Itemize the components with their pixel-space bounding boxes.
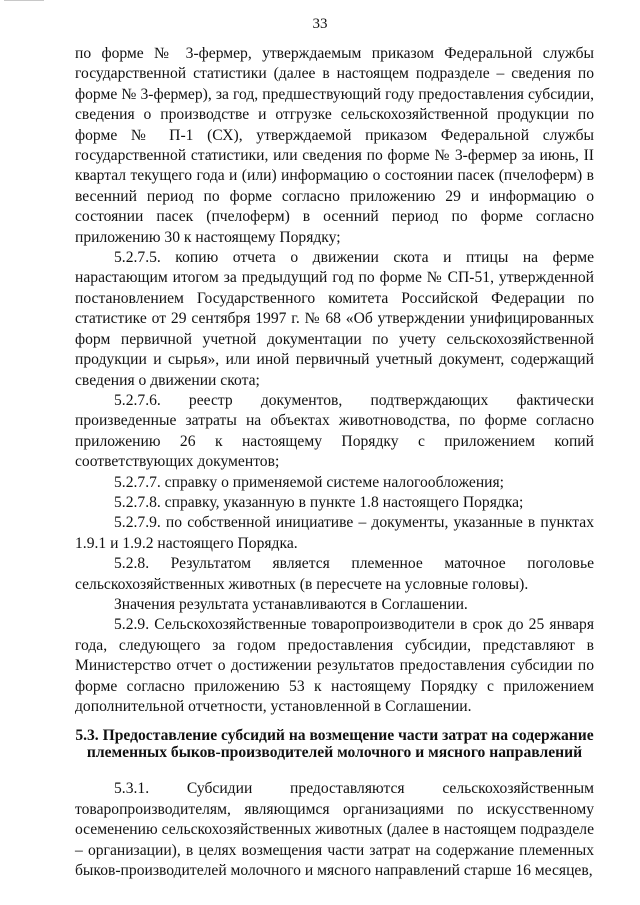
paragraph-5-2-7-8: 5.2.7.8. справку, указанную в пункте 1.8 настоящего Порядка; — [114, 493, 524, 511]
paragraph-5-2-7-7: 5.2.7.7. справку о применяемой системе налогообложения; — [114, 473, 505, 491]
scan-edge-mark — [4, 0, 44, 7]
document-body — [75, 44, 594, 881]
page-number: 33 — [312, 16, 328, 32]
paragraph-5-2-7-6: 5.2.7.6. реестр документов, подтверждающих фактически произведенные затраты на объектах животноводства, по форме согласно приложению 26 к настоящему Порядку с приложением копий соответствующих документов; — [75, 391, 594, 471]
section-heading-5-3: 5.3. Предоставление субсидий на возмещение части затрат на содержание племенных быков-производителей молочного и мясного направлений — [75, 727, 594, 762]
paragraph-5-2-8: 5.2.8. Результатом является племенное маточное поголовье сельскохозяйственных животных (в пересчете на условные головы). — [75, 555, 594, 593]
paragraph-continuation: по форме № 3-фермер, утверждаемым приказом Федеральной службы государственной статистики (далее в настоящем подразделе – сведения по форме № 3-фермер), за год, предшествующий году предоставления субсидии, сведения о производстве и отгрузке сельскохозяйственной продукции по форме № П-1 (СХ), утверждаемой приказом Федеральной службы государственной статистики, или сведения по форме № 3-фермер за июнь, II квартал текущего года и (или) информацию о состоянии пасек (пчелоферм) в весенний период по форме согласно приложению 29 и информацию о состоянии пасек (пчелоферм) в осенний период по форме согласно приложению 30 к настоящему Порядку; — [75, 45, 594, 246]
paragraph-5-2-7-5: 5.2.7.5. копию отчета о движении скота и птицы на ферме нарастающим итогом за предыдущий год по форме № СП-51, утвержденной постановлением Государственного комитета Российской Федерации по статистике от 29 сентября 1997 г. № 68 «Об утверждении унифицированных форм первичной учетной документации по учету сельскохозяйственной продукции и сырья», или иной первичный учетный документ, содержащий сведения о движении скота; — [75, 249, 594, 389]
paragraph-5-2-9: 5.2.9. Сельскохозяйственные товаропроизводители в срок до 25 января года, следующего за годом предоставления субсидии, представляют в Министерство отчет о достижении результатов предоставления субсидии по форме согласно приложению 53 к настоящему Порядку с приложением дополнительной отчетности, установленной в Соглашении. — [75, 616, 594, 715]
paragraph-5-3-1: 5.3.1. Субсидии предоставляются сельскохозяйственным товаропроизводителям, являющимся организациями по искусственному осеменению сельскохозяйственных животных (далее в настоящем подразделе – организации), в целях возмещения части затрат на содержание племенных быков-производителей молочного и мясного направлений старше 16 месяцев, — [75, 780, 594, 880]
paragraph-result-values: Значения результата устанавливаются в Соглашении. — [114, 595, 468, 613]
paragraph-5-2-7-9: 5.2.7.9. по собственной инициативе – документы, указанные в пунктах 1.9.1 и 1.9.2 настоящего Порядка. — [75, 514, 594, 552]
